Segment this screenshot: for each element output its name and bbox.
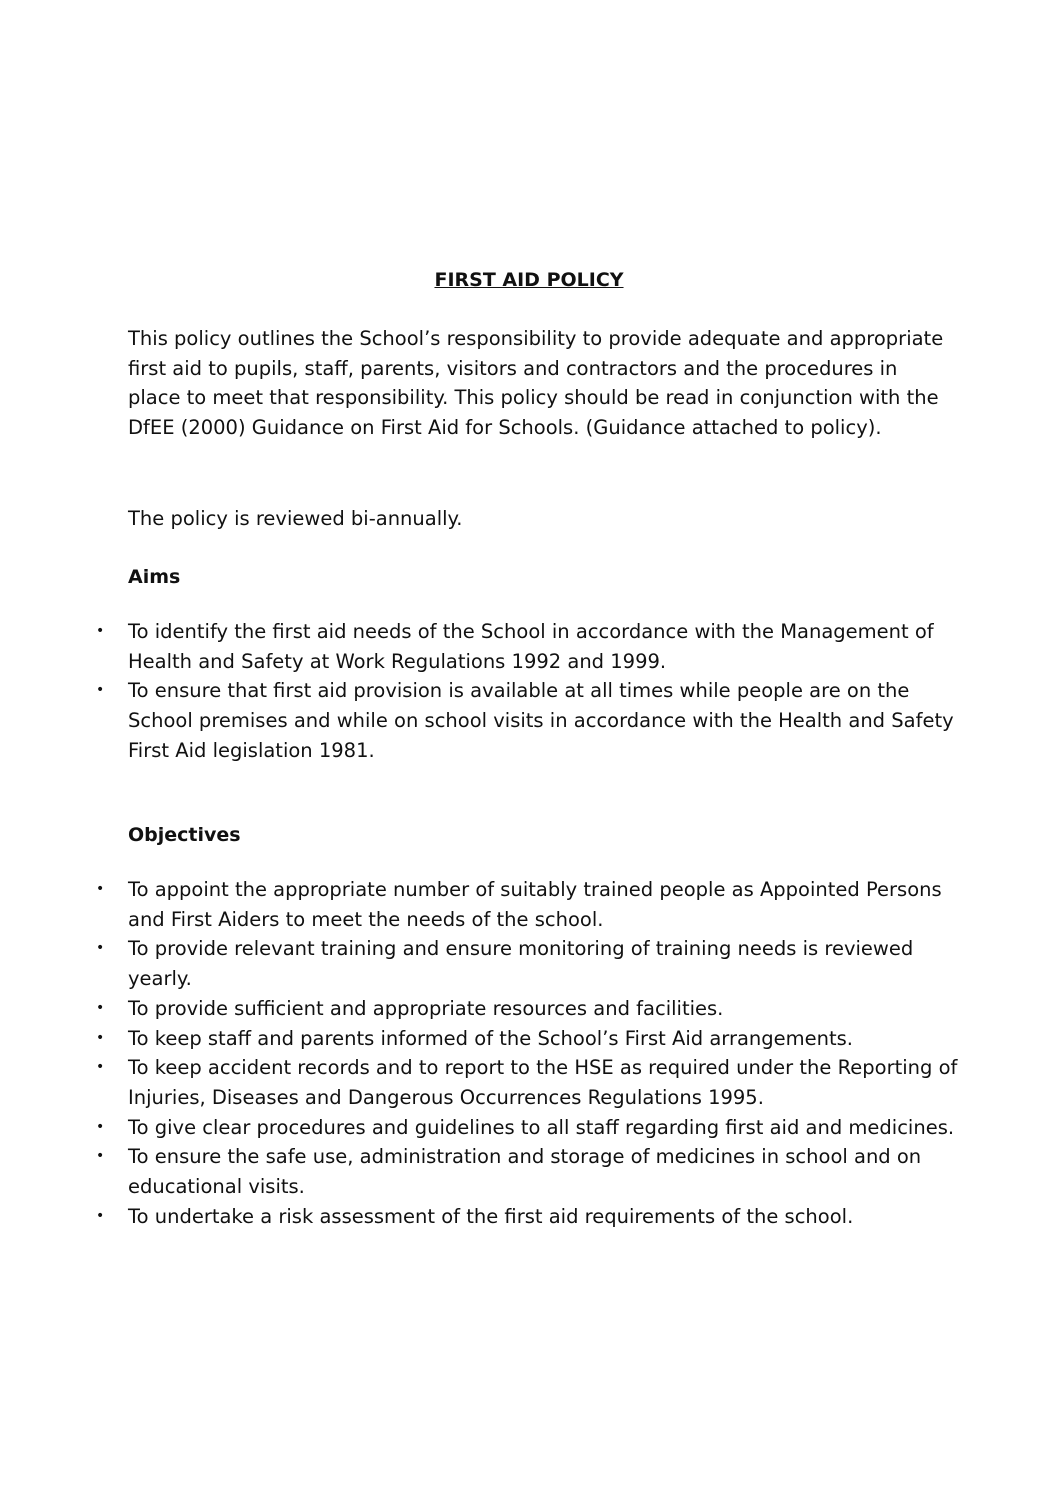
list-item: • To provide sufficient and appropriate resources and facilities. [0,994,960,1024]
list-item: • To undertake a risk assessment of the first aid requirements of the school. [0,1202,960,1232]
list-item: • To identify the first aid needs of the School in accordance with the Management of Health and Safety at Work Regulations 1992 and 1999. [0,617,960,676]
list-item: • To provide relevant training and ensure monitoring of training needs is reviewed yearly. [0,934,960,993]
aims-list [0,617,960,766]
review-paragraph: The policy is reviewed bi-annually. [128,507,463,530]
list-item: • To ensure the safe use, administration and storage of medicines in school and on educational visits. [0,1142,960,1201]
list-item: • To appoint the appropriate number of suitably trained people as Appointed Persons and First Aiders to meet the needs of the school. [0,875,960,934]
page-title: FIRST AID POLICY [434,269,624,291]
list-item: • To give clear procedures and guidelines to all staff regarding first aid and medicines. [0,1113,960,1143]
intro-paragraph: This policy outlines the School’s responsibility to provide adequate and appropriate first aid to pupils, staff, parents, visitors and contractors and the procedures in place to meet that responsibility. This policy should be read in conjunction with the DfEE (2000) Guidance on First Aid for Schools. (Guidance attached to policy). [128,327,944,440]
aims-heading: Aims [128,566,181,588]
list-item: • To keep accident records and to report to the HSE as required under the Reporting of Injuries, Diseases and Dangerous Occurrences Regulations 1995. [0,1053,960,1112]
list-item: • To keep staff and parents informed of the School’s First Aid arrangements. [0,1024,960,1054]
objectives-heading: Objectives [128,824,241,846]
objectives-list [0,875,960,1231]
list-item: • To ensure that first aid provision is available at all times while people are on the School premises and while on school visits in accordance with the Health and Safety First Aid legislation 1981. [0,676,960,765]
